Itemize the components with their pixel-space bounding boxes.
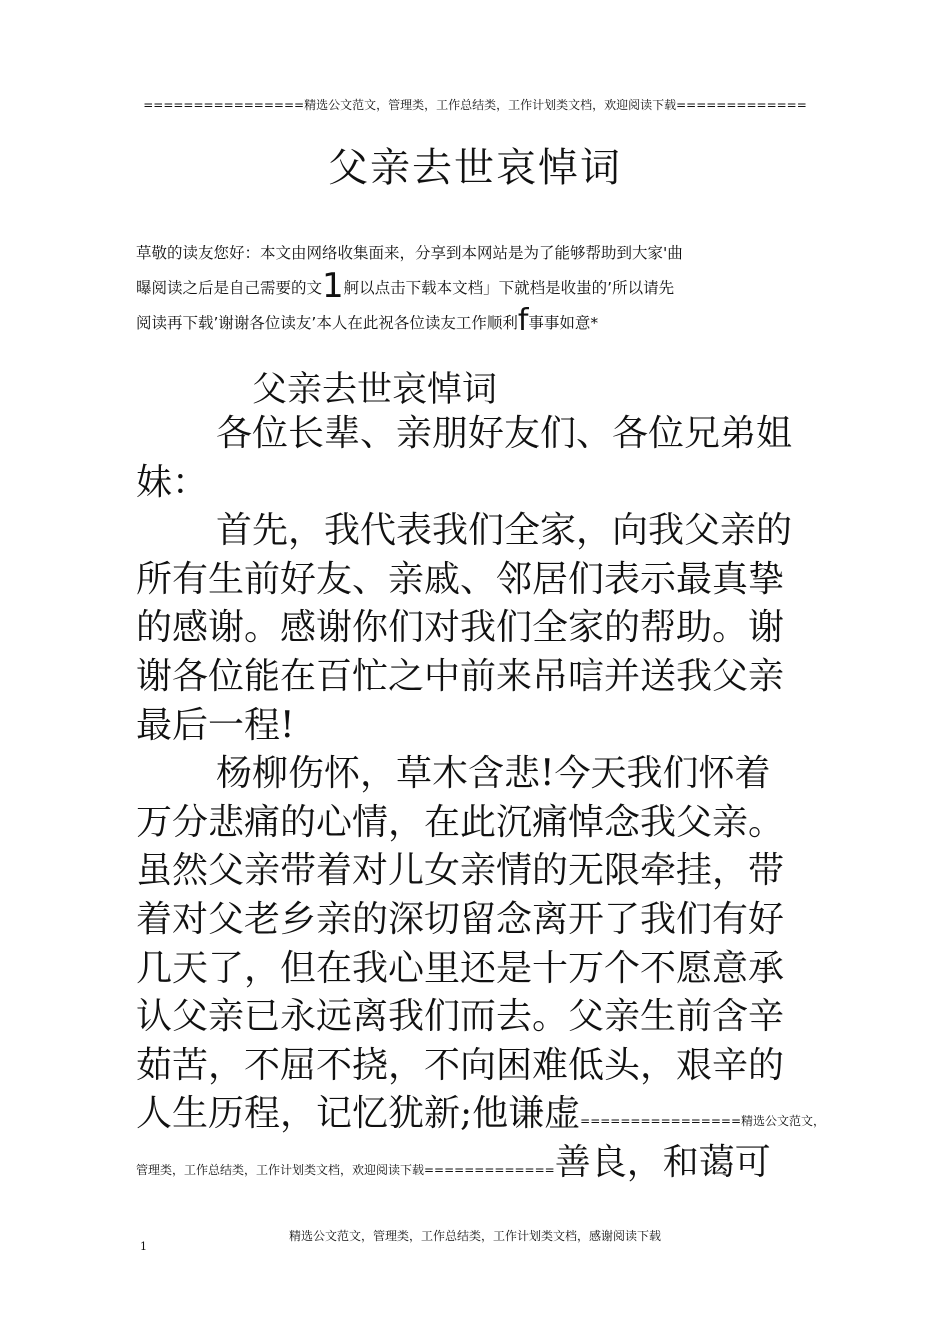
- body-line: 着对父老乡亲的深切留念离开了我们有好: [136, 898, 785, 940]
- notice-line: [136, 266, 836, 306]
- header-banner: ================精选公文范文，管理类，工作总结类，工作计划类文档，欢迎阅读下载=============: [143, 98, 807, 112]
- notice-text: 舸以点击下载本文档」下就档是收蚩的’所以请先: [343, 279, 675, 297]
- notice-text: 草敬的读友您好：本文由网络收集面来，分享到本网站是为了能够帮助到大家'曲: [136, 244, 683, 262]
- body-line: 万分悲痛的心情，在此沉痛悼念我父亲。: [136, 801, 785, 843]
- notice-text: 阅读再下载’谢谢各位读友’本人在此祝各位读友工作顺利: [136, 314, 518, 332]
- notice-text: 曝阅读之后是自己需要的文: [136, 279, 323, 297]
- body-line: 谢各位能在百忙之中前来吊唁并送我父亲: [136, 655, 785, 697]
- body-line: [136, 1139, 836, 1188]
- notice-text: 事事如意*: [528, 314, 599, 332]
- body-line: [136, 1090, 836, 1139]
- body-line: 妹：: [136, 461, 209, 503]
- body-text-segment: 善良，和蔼可: [554, 1141, 771, 1183]
- body-line: 杨柳伤怀，草木含悲!今天我们怀着: [216, 753, 771, 795]
- notice-large-letter: f: [517, 303, 529, 338]
- body-line: 各位长辈、亲朋好友们、各位兄弟姐: [216, 413, 793, 454]
- body-line: 几天了，但在我心里还是十万个不愿意承: [136, 947, 785, 989]
- page-number: 1: [140, 1240, 147, 1253]
- sub-title: 父亲去世哀悼词: [252, 370, 498, 410]
- inline-banner: 管理类，工作总结类，工作计划类文档，欢迎阅读下载=============: [136, 1162, 555, 1177]
- footer-note: 精选公文范文，管理类，工作总结类，工作计划类文档，感谢阅读下载: [288, 1229, 661, 1243]
- inline-banner: ================精选公文范文，: [580, 1114, 826, 1129]
- main-title: 父亲去世哀悼词: [328, 145, 622, 191]
- body-text: [136, 410, 836, 1188]
- body-line: 首先，我代表我们全家，向我父亲的: [216, 510, 793, 552]
- body-line: 最后一程!: [136, 704, 295, 746]
- reader-notice: [136, 236, 836, 341]
- body-line: 茹苦，不屈不挠，不向困难低头，艰辛的: [136, 1044, 785, 1086]
- notice-line: [136, 236, 836, 271]
- notice-large-digit: 1: [322, 266, 344, 306]
- body-line: 所有生前好友、亲戚、邻居们表示最真挚: [136, 558, 785, 600]
- body-line: 的感谢。感谢你们对我们全家的帮助。谢: [136, 607, 785, 649]
- body-text-segment: 人生历程，记忆犹新;他谦虚: [136, 1093, 581, 1135]
- body-line: 认父亲已永远离我们而去。父亲生前含辛: [136, 996, 785, 1038]
- notice-line: [136, 303, 836, 341]
- body-line: 虽然父亲带着对儿女亲情的无限牵挂，带: [136, 850, 785, 892]
